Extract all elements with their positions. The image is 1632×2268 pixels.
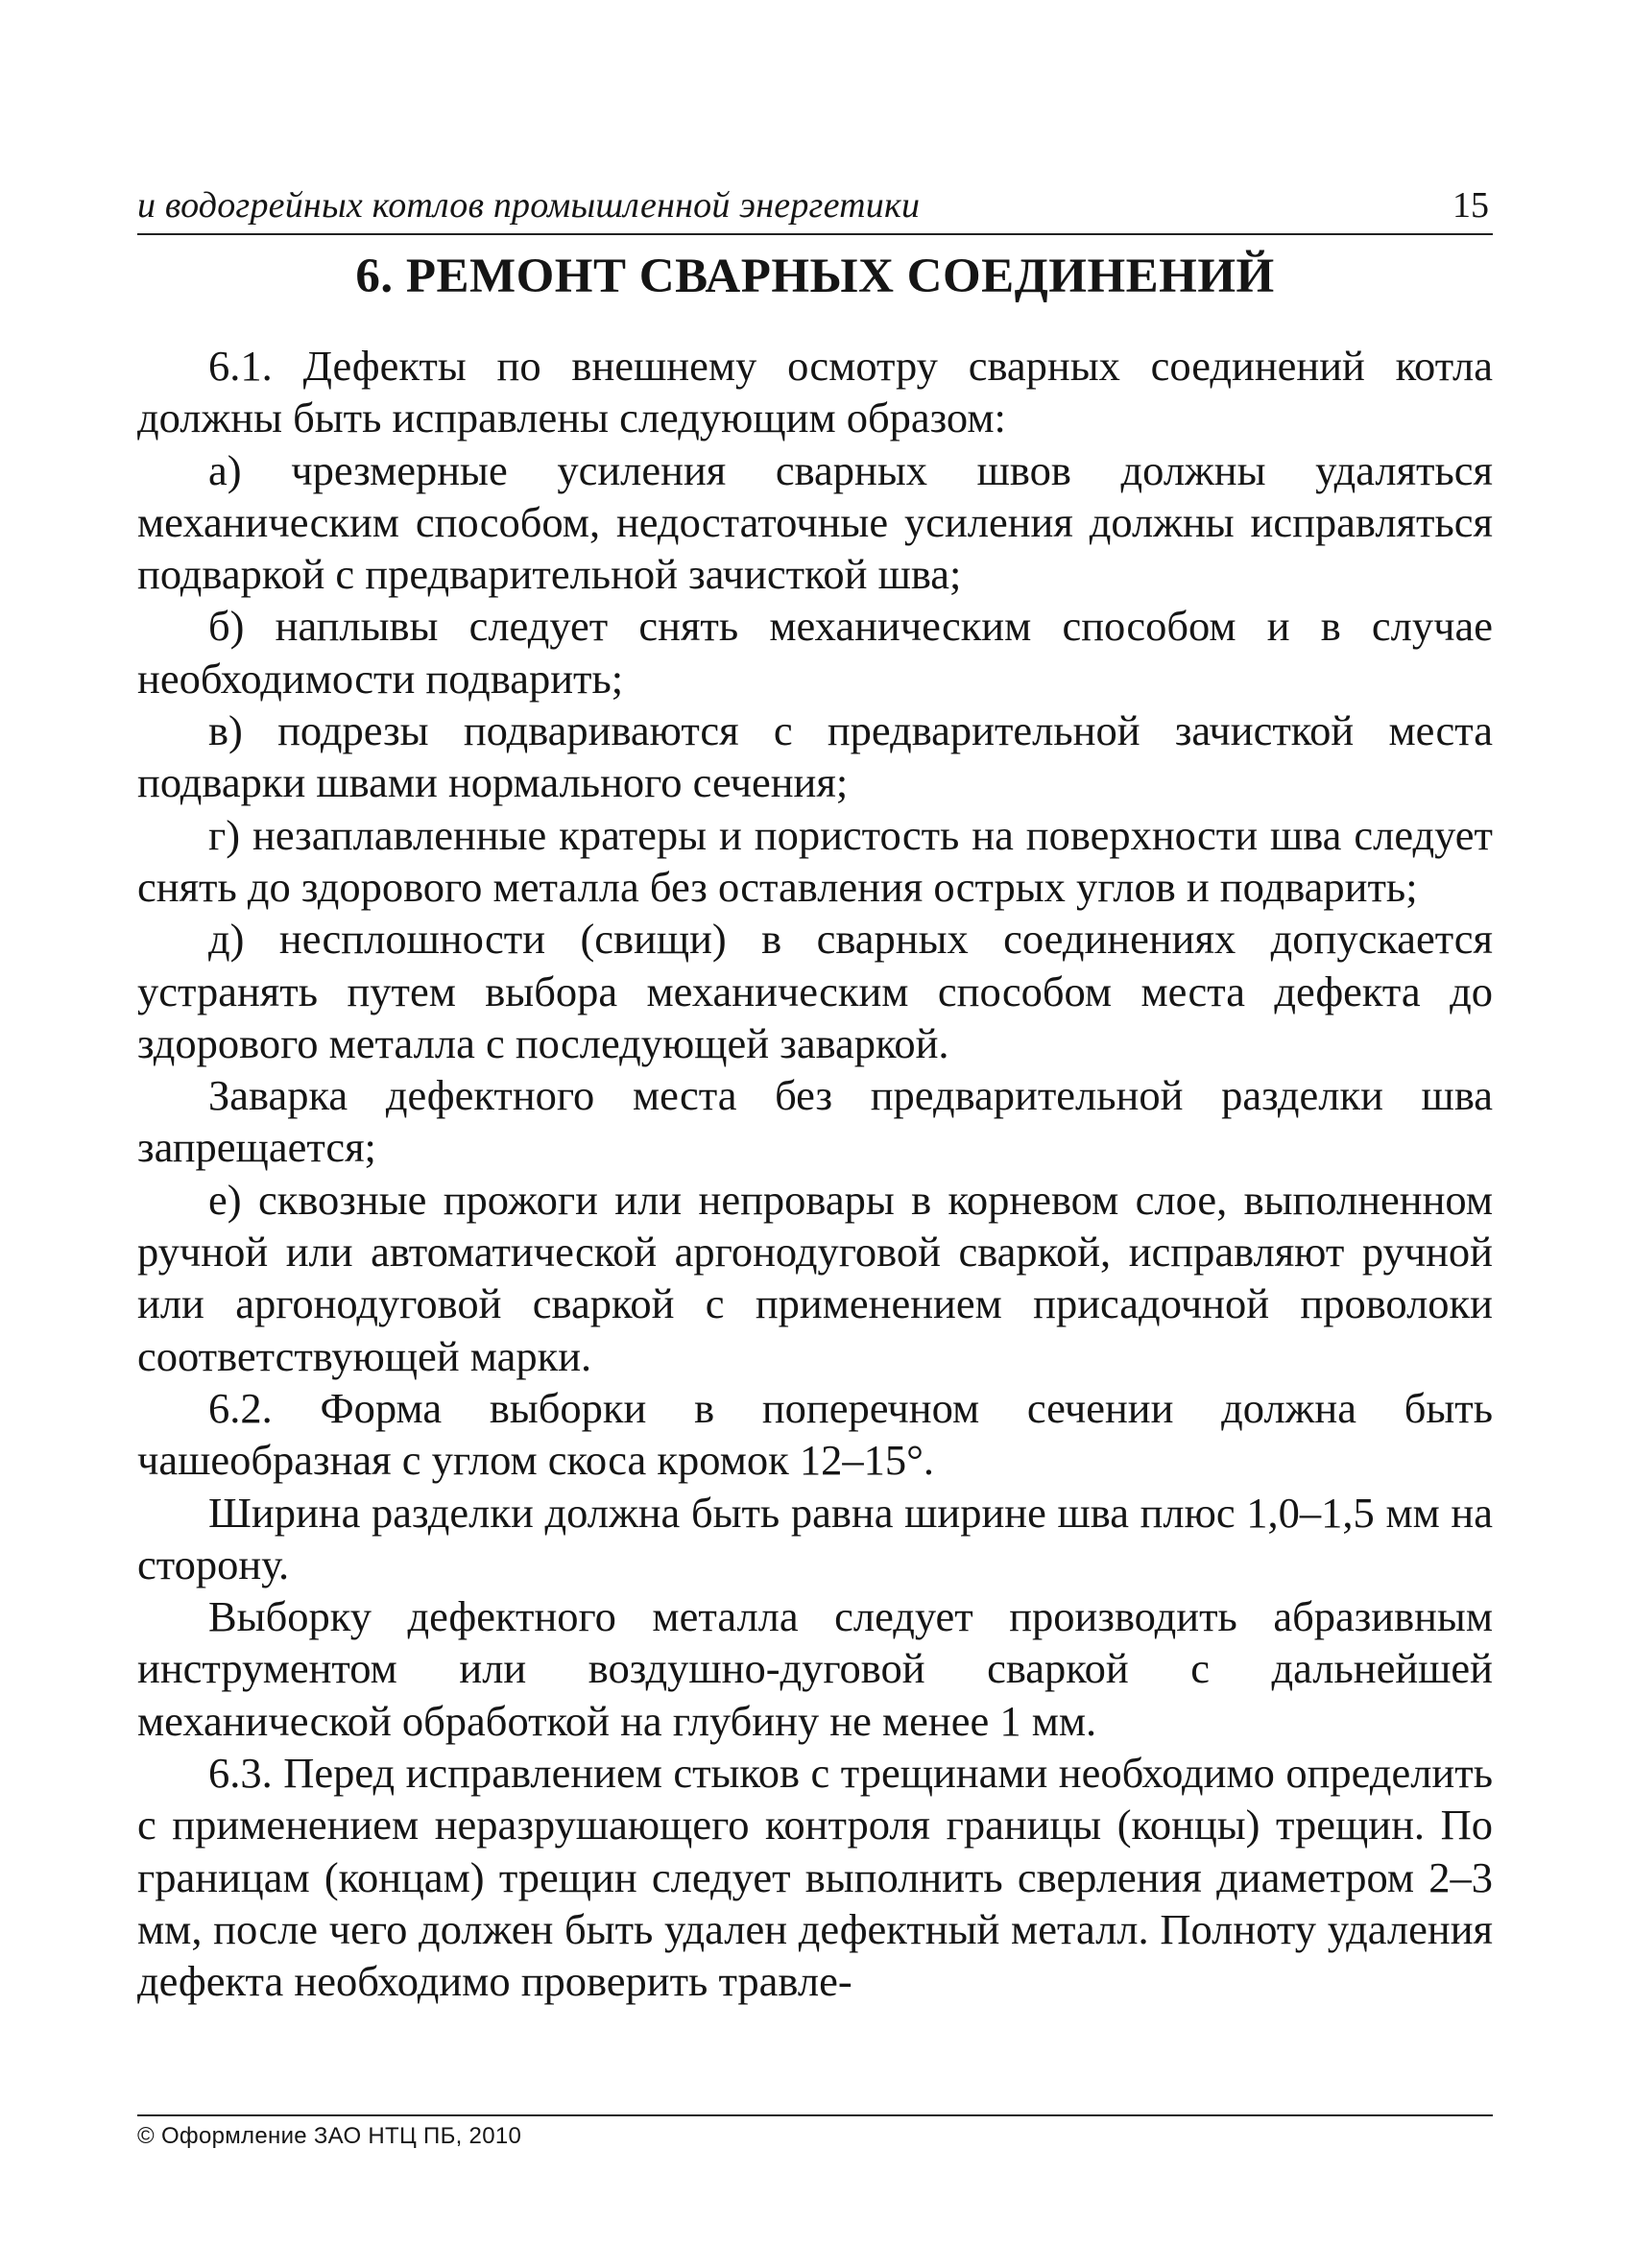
page-number: 15	[1452, 185, 1489, 226]
header-divider	[137, 233, 1493, 235]
running-title: и водогрейных котлов промышленной энергетики	[137, 185, 921, 226]
body-text	[137, 340, 1493, 2008]
paragraph-item-d: д) несплошности (свищи) в сварных соединениях допускается устранять путем выбора механическим способом места дефекта до здорового металла с последующей заваркой.	[137, 915, 1493, 1067]
paragraph-welding-prohibited: Заварка дефектного места без предварительной разделки шва запрещается;	[137, 1071, 1493, 1172]
section-heading: 6. РЕМОНТ СВАРНЫХ СОЕДИНЕНИЙ	[355, 250, 1275, 303]
paragraph-item-v: в) подрезы подвариваются с предварительной зачисткой места подварки швами нормального сечения;	[137, 706, 1493, 807]
paragraph-item-b: б) наплывы следует снять механическим способом и в случае необходимости подварить;	[137, 602, 1493, 703]
paragraph-item-e: е) сквозные прожоги или непровары в корневом слое, выполненном ручной или автоматической аргонодуговой сваркой, исправляют ручной или аргонодуговой сваркой с применением присадочной проволоки соответствующей марки.	[137, 1175, 1493, 1380]
paragraph-item-g: г) незаплавленные кратеры и пористость на поверхности шва следует снять до здорового металла без оставления острых углов и подварить;	[137, 810, 1493, 911]
paragraph-item-a: а) чрезмерные усиления сварных швов должны удаляться механическим способом, недостаточные усиления должны исправляться подваркой с предварительной зачисткой шва;	[137, 445, 1493, 599]
paragraph-6-2: 6.2. Форма выборки в поперечном сечении должна быть чашеобразная с углом скоса кромок 12–15°.	[137, 1383, 1493, 1485]
footer-divider	[137, 2114, 1493, 2116]
paragraph-groove-width: Ширина разделки должна быть равна ширине шва плюс 1,0–1,5 мм на сторону.	[137, 1488, 1493, 1588]
paragraph-defect-removal: Выборку дефектного металла следует производить абразивным инструментом или воздушно-дуговой сваркой с дальнейшей механической обработкой на глубину не менее 1 мм.	[137, 1592, 1493, 1745]
paragraph-6-1: 6.1. Дефекты по внешнему осмотру сварных соединений котла должны быть исправлены следующим образом:	[137, 342, 1493, 442]
running-header	[137, 184, 1493, 232]
paragraph-6-3: 6.3. Перед исправлением стыков с трещинами необходимо определить с применением неразрушающего контроля границы (концы) трещин. По границам (концам) трещин следует выполнить сверления диаметром 2–3 мм, после чего должен быть удален дефектный металл. Полноту удаления дефекта необходимо проверить травле-	[137, 1749, 1493, 2006]
footer-copyright: © Оформление ЗАО НТЦ ПБ, 2010	[137, 2123, 522, 2149]
